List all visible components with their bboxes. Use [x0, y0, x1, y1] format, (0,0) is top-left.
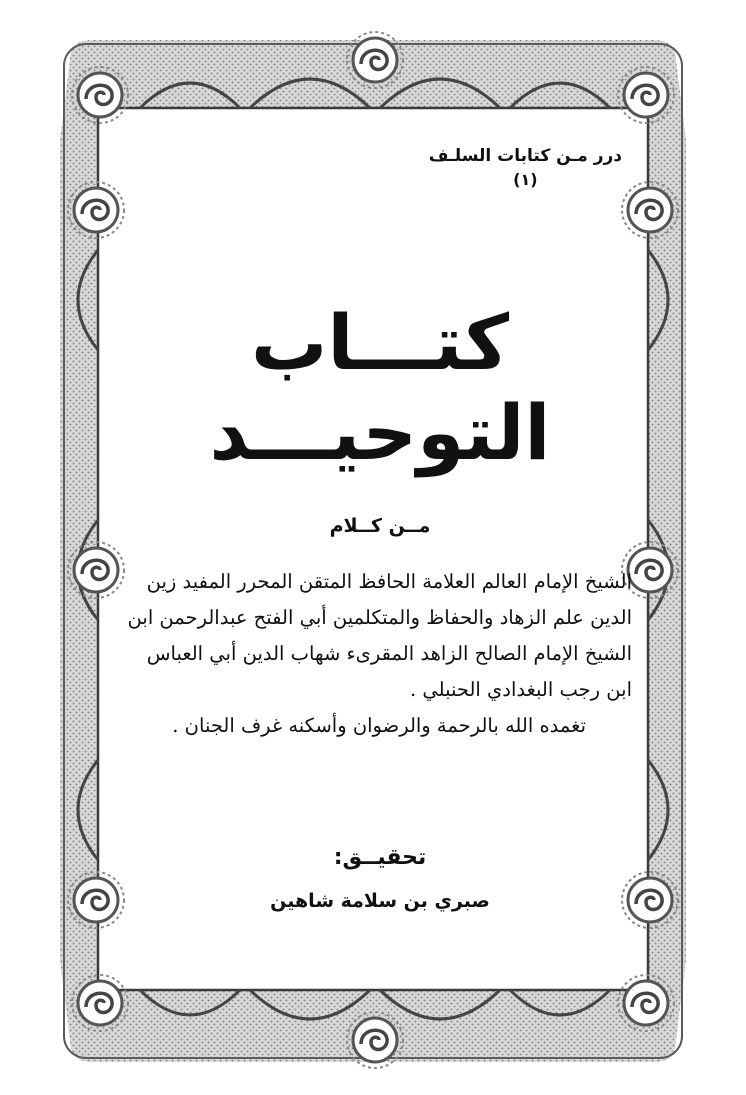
from-label: مــن كــلام [329, 515, 431, 537]
verifier-name: صبري بن سلامة شاهين [270, 890, 490, 912]
series-heading [429, 144, 622, 192]
series-number: (١) [513, 170, 538, 189]
series-name: درر مـن كتابات السلـف [428, 146, 622, 166]
author-line: الدين علم الزهاد والحفاظ والمتكلمين أبي الفتح عبدالرحمن ابن [127, 606, 632, 629]
verification-label: تحقيــق: [333, 845, 427, 870]
author-description [102, 564, 632, 744]
author-line: الشيخ الإمام العالم العلامة الحافظ المتقن المحرر المفيد زين [146, 570, 632, 593]
author-line: ابن رجب البغدادي الحنبلي . [410, 678, 632, 701]
author-prayer-line: تغمده الله بالرحمة والرضوان وأسكنه غرف الجنان . [172, 714, 586, 737]
book-title: كتـــاب التوحيـــد [209, 298, 551, 477]
title-page [100, 130, 660, 970]
author-line: الشيخ الإمام الصالح الزاهد المقرىء شهاب الدين أبي العباس [146, 642, 632, 665]
